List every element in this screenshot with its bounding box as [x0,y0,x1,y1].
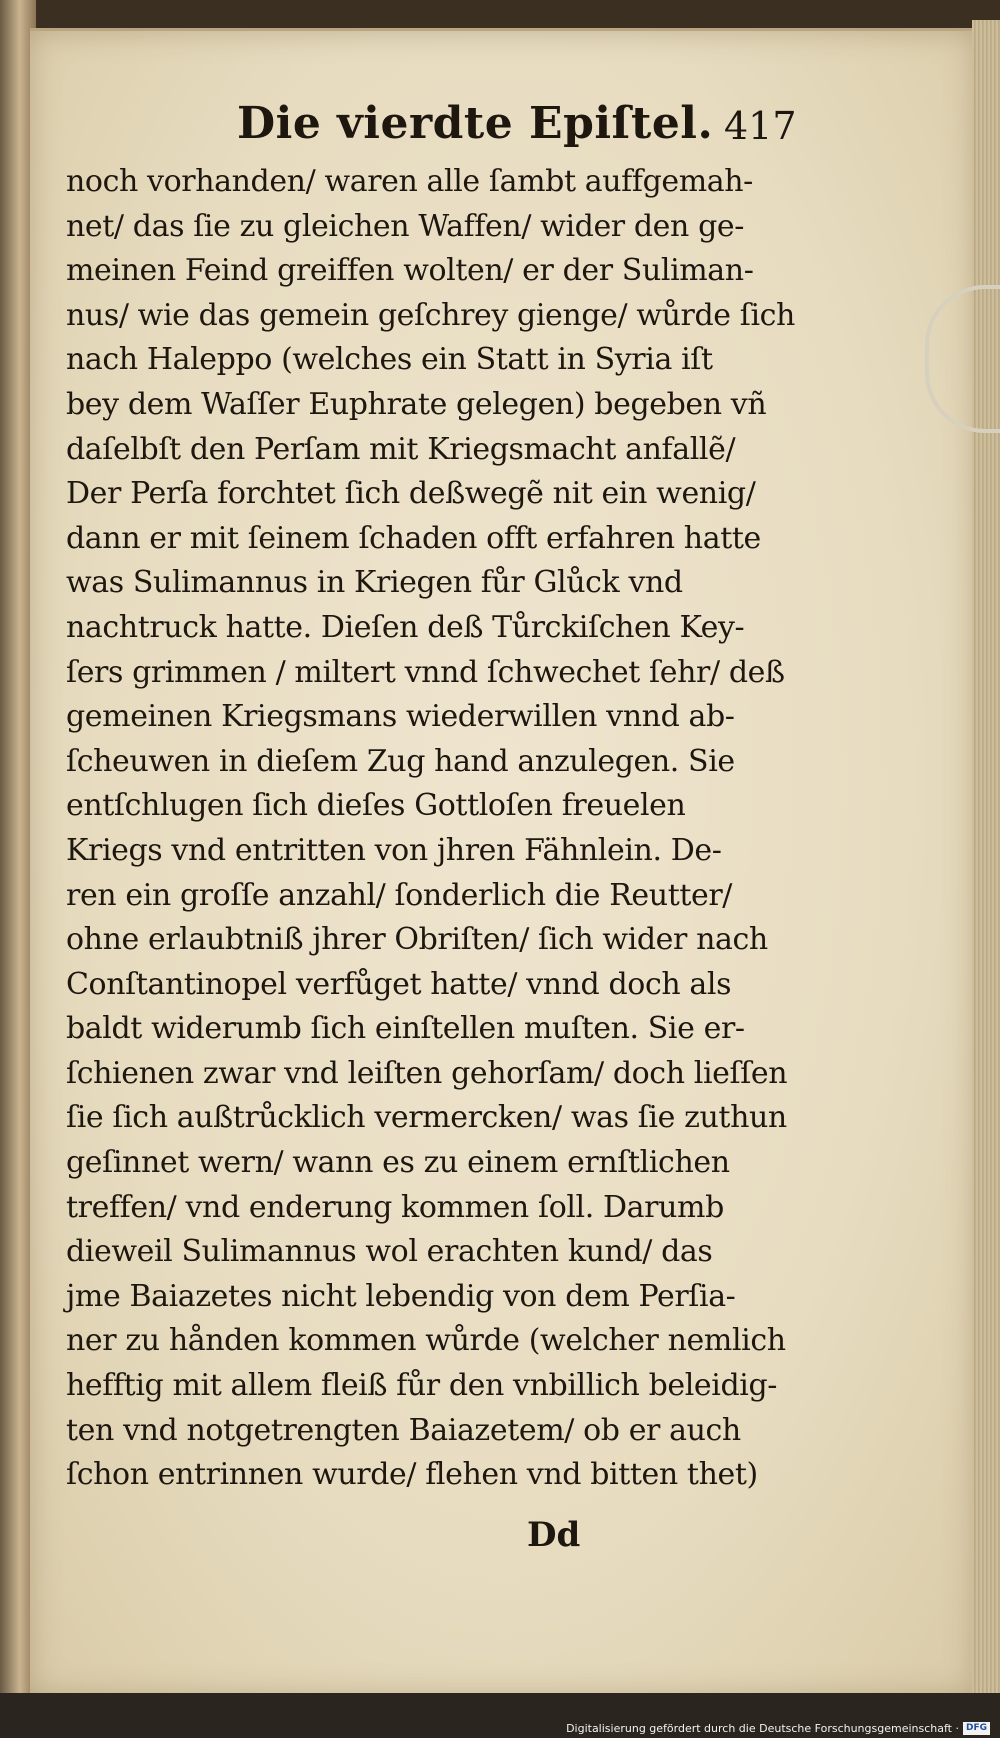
text-line: meinen Feind greiffen wolten/ er der Suliman- [66,253,754,289]
page-stack-edge [972,20,1000,1700]
footer-credit [566,1720,990,1736]
text-line: ohne erlaubtniß jhrer Obriſten/ ſich wider nach [66,922,768,958]
text-line: ten vnd notgetrengten Baiazetem/ ob er auch [66,1412,741,1448]
text-line: bey dem Waſſer Euphrate gelegen) begeben vñ [66,386,767,422]
text-line: jme Baiazetes nicht lebendig von dem Perſia- [66,1278,736,1314]
text-line: was Sulimannus in Kriegen fůr Glůck vnd [66,565,683,601]
dfg-logo-icon: DFG [963,1722,990,1735]
text-line: gemeinen Kriegsmans wiederwillen vnnd ab- [66,699,735,735]
text-line: ſers grimmen / miltert vnnd ſchwechet ſehr/ deß [66,654,785,690]
text-line: dieweil Sulimannus wol erachten kund/ das [66,1234,713,1270]
text-line: treffen/ vnd enderung kommen ſoll. Darumb [66,1189,724,1225]
text-line: net/ das ſie zu gleichen Waffen/ wider den ge- [66,208,744,244]
text-line: ner zu hånden kommen wůrde (welcher nemlich [66,1323,786,1359]
text-line: Conſtantinopel verfůget hatte/ vnnd doch als [66,966,732,1002]
text-line: hefftig mit allem fleiß fůr den vnbillich beleidig- [66,1368,778,1404]
text-line: noch vorhanden/ waren alle ſambt auffgemah- [66,164,753,199]
body-text [66,160,796,1498]
text-line: ſchienen zwar vnd leiſten gehorſam/ doch lieſſen [66,1055,788,1091]
text-line: geſinnet wern/ wann es zu einem ernſtlichen [66,1145,730,1181]
text-line: Der Perſa forchtet ſich deßwegẽ nit ein wenig/ [66,476,756,512]
running-head-title: Die vierdte Epiſtel. [237,98,714,149]
text-line: dann er mit ſeinem ſchaden offt erfahren hatte [66,520,761,556]
text-line: nach Haleppo (welches ein Statt in Syria iſt [66,342,713,378]
text-line: ſchon entrinnen wurde/ flehen vnd bitten thet) [66,1457,758,1493]
catchword: Dd [527,1515,581,1555]
footer-credit-text: Digitalisierung gefördert durch die Deutsche Forschungsgemeinschaft · [566,1721,959,1735]
text-line: ſie ſich außtrůcklich vermercken/ was ſie zuthun [66,1100,787,1136]
text-line: nachtruck hatte. Dieſen deß Tůrckiſchen Key- [66,609,745,645]
page-number: 417 [724,104,797,148]
text-line: ren ein groſſe anzahl/ ſonderlich die Reutter/ [66,877,733,913]
text-line: entſchlugen ſich dieſes Gottloſen freuelen [66,788,686,824]
text-line: baldt widerumb ſich einſtellen muſten. Sie er- [66,1011,745,1047]
text-line: Kriegs vnd entritten von jhren Fähnlein. De- [66,832,722,868]
text-line: daſelbſt den Perſam mit Kriegsmacht anfallẽ/ [66,431,736,467]
text-line: ſcheuwen in dieſem Zug hand anzulegen. Sie [66,743,735,779]
text-line: nus/ wie das gemein geſchrey gienge/ wůrde ſich [66,297,795,333]
running-head [0,98,1000,158]
